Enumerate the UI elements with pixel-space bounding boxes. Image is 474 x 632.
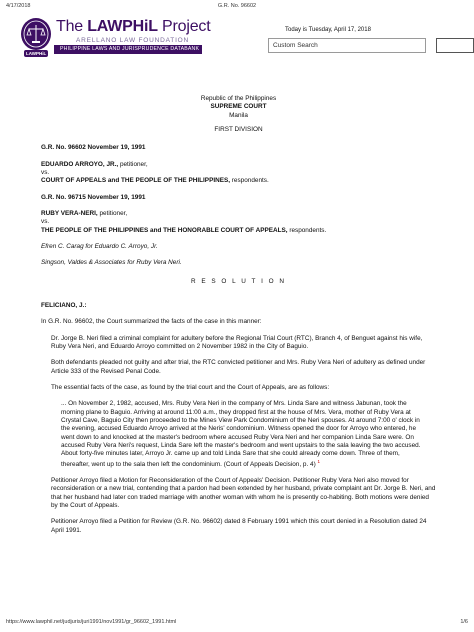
site-banner: [20, 17, 460, 69]
case1-petitioner-role: petitioner,: [118, 160, 148, 168]
brand-suffix: Project: [157, 18, 211, 35]
case2-petitioner-line: [41, 210, 436, 218]
brand-prefix: The: [56, 18, 88, 35]
search-button[interactable]: [436, 38, 474, 53]
counsel-neri: Singson, Valdes & Associates for Ruby Vera Neri.: [41, 259, 182, 267]
footnote-link[interactable]: 1: [317, 458, 321, 464]
print-header: [6, 3, 468, 13]
resolution-heading: R E S O L U T I O N: [190, 277, 287, 285]
print-date: 4/17/2018: [6, 3, 31, 9]
quote-text: ... On November 2, 1982, accused, Mrs. Ruby Vera Neri in the company of Mrs. Linda Sare and witness Jabunan, took the morning plane to Baguio. Arriving at around 11:00 a.m., they dropped first at the house of Mrs. Vera, mother of Ruby Vera at Crystal Cave, Baguio City then proceeded to the Mines View Park Condominium of the Neri spouses. At around 7:00 o' clock in the evening, accused Eduardo Arroyo arrived at the Neris' condominium. Witness opened the door for Arroyo who entered, he went down to and knocked at the master's bedroom where accused Ruby Vera Neri and her companion Linda Sare were. On accused Ruby Vera Neri's request, Linda Sare left the master's bedroom and went upstairs to the sala leaving the two accused. About forty-five minutes later, Arroyo Jr. came up and told Linda Sare that she could already come down. Three of them, thereafter, went up to the sala then left the condominium. (Court of Appeals Decision, p. 4): [61, 400, 421, 468]
print-page-number: 1/6: [460, 619, 468, 625]
case1-number: G.R. No. 96602 November 19, 1991: [41, 144, 146, 152]
brand-stripe: PHILIPPINE LAWS AND JURISPRUDENCE DATABANK: [54, 45, 202, 54]
print-url: https://www.lawphil.net/judjuris/juri1991/nov1991/gr_96602_1991.html: [6, 619, 177, 625]
case1-petitioner-line: [41, 161, 436, 169]
brand-bold: LAWPHiL: [87, 18, 158, 35]
case2-respondents-line: [41, 227, 436, 235]
case1-petitioner: EDUARDO ARROYO, JR.,: [41, 160, 119, 168]
today-date: Today is Tuesday, April 17, 2018: [285, 27, 371, 33]
case1-respondents-role: respondents.: [230, 177, 269, 185]
case2-respondents: THE PEOPLE OF THE PHILIPPINES and THE HONORABLE COURT OF APPEALS,: [41, 226, 288, 234]
paragraph-4: The essential facts of the case, as found by the trial court and the Court of Appeals, are as follows:: [51, 383, 330, 391]
division: FIRST DIVISION: [214, 125, 263, 133]
vs-2: vs.: [41, 218, 50, 226]
paragraph-2: Dr. Jorge B. Neri filed a criminal complaint for adultery before the Regional Trial Court (RTC), Branch 4, of Benguet against his wife, Ruby Vera Neri, and Eduardo Arroyo committed on 2 November 1982 in the City of Baguio.: [51, 334, 423, 350]
brand-title[interactable]: [56, 18, 210, 36]
case2-petitioner: RUBY VERA-NERI,: [41, 209, 98, 217]
case1-respondents-line: [41, 177, 436, 185]
case2-petitioner-role: petitioner,: [97, 209, 128, 217]
paragraph-6: Petitioner Arroyo filed a Petition for Review (G.R. No. 96602) dated 8 February 1991 which this court denied in a Resolution dated 24 April 1991.: [51, 518, 427, 534]
paragraph-1: In G.R. No. 96602, the Court summarized the facts of the case in this manner:: [41, 318, 262, 326]
print-footer: [6, 619, 468, 629]
search-input[interactable]: Custom Search: [268, 38, 426, 53]
counsel-arroyo: Efren C. Carag for Eduardo C. Arroyo, Jr.: [41, 242, 158, 250]
republic-line: Republic of the Philippines: [200, 95, 277, 102]
paragraph-5: Petitioner Arroyo filed a Motion for Reconsideration of the Court of Appeals' Decision. Petitioner Ruby Vera Neri also moved for reconsideration or a new trial, contending that a pardon had been extended by her husband, private complaint ant Dr. Jorge B. Neri, and that her husband had later con traded marriage with another woman with whom he is presently co-habiting. Both motions were denied by the Court of Appeals.: [51, 476, 436, 509]
quoted-facts: [41, 400, 436, 469]
case1-respondents: COURT OF APPEALS and THE PEOPLE OF THE PHILIPPINES,: [41, 177, 231, 185]
ponente: FELICIANO, J.:: [41, 301, 87, 309]
vs-1: vs.: [41, 168, 50, 176]
decision-body: [41, 95, 436, 535]
brand-subtitle: ARELLANO LAW FOUNDATION: [76, 37, 190, 44]
seal-label: LAWPHiL: [26, 51, 47, 56]
case2-number: G.R. No. 96715 November 19, 1991: [41, 193, 146, 201]
paragraph-3: Both defendants pleaded not guilty and after trial, the RTC convicted petitioner and Mrs. Ruby Vera Neri of adultery as defined under Article 333 of the Revised Penal Code.: [51, 359, 426, 375]
case2-respondents-role: respondents.: [287, 226, 327, 234]
court-name: SUPREME COURT: [210, 103, 267, 111]
print-title: G.R. No. 96602: [217, 3, 257, 9]
court-city: Manila: [229, 111, 248, 119]
